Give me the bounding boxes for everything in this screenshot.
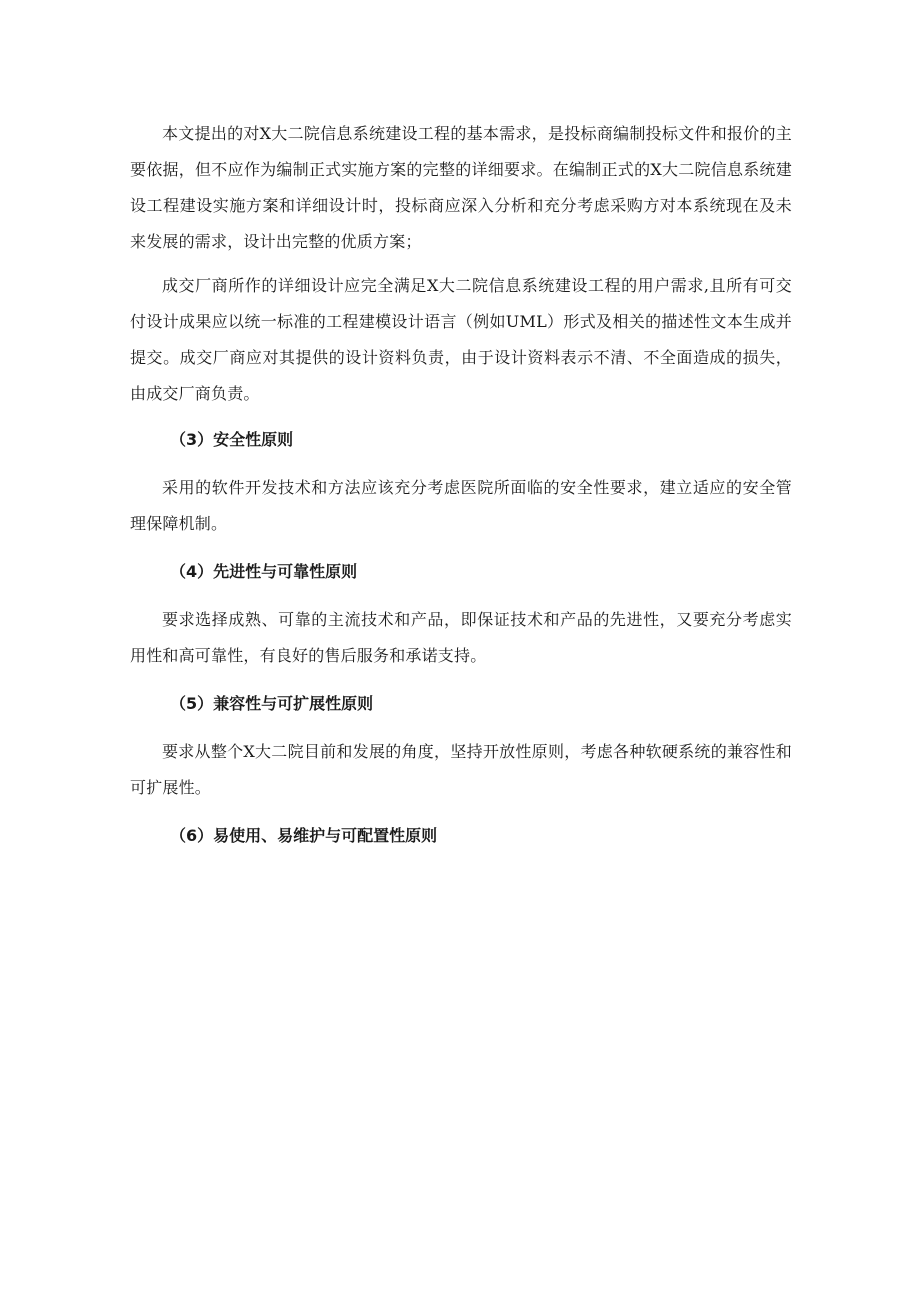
paragraph-advanced-reliable: 要求选择成熟、可靠的主流技术和产品，即保证技术和产品的先进性，又要充分考虑实用性和高可靠性，有良好的售后服务和承诺支持。 bbox=[130, 610, 792, 665]
paragraph-requirements-basis: 本文提出的对X大二院信息系统建设工程的基本需求，是投标商编制投标文件和报价的主要依据，但不应作为编制正式实施方案的完整的详细要求。在编制正式的X大二院信息系统建设工程建设实施方案和详细设计时，投标商应深入分析和充分考虑采购方对本系统现在及未来发展的需求，设计出完整的优质方案； bbox=[130, 124, 792, 251]
paragraph-security: 采用的软件开发技术和方法应该充分考虑医院所面临的安全性要求，建立适应的安全管理保障机制。 bbox=[130, 478, 792, 533]
heading-usability-principle: （6）易使用、易维护与可配置性原则 bbox=[170, 826, 438, 845]
heading-security-principle: （3）安全性原则 bbox=[170, 430, 294, 449]
paragraph-compatibility: 要求从整个X大二院目前和发展的角度，坚持开放性原则，考虑各种软硬系统的兼容性和可扩展性。 bbox=[130, 742, 792, 797]
heading-compatibility-principle: （5）兼容性与可扩展性原则 bbox=[170, 694, 374, 713]
heading-advanced-reliable-principle: （4）先进性与可靠性原则 bbox=[170, 562, 358, 581]
paragraph-detailed-design: 成交厂商所作的详细设计应完全满足X大二院信息系统建设工程的用户需求,且所有可交付设计成果应以统一标准的工程建模设计语言（例如UML）形式及相关的描述性文本生成并提交。成交厂商应对其提供的设计资料负责，由于设计资料表示不清、不全面造成的损失，由成交厂商负责。 bbox=[130, 276, 792, 403]
